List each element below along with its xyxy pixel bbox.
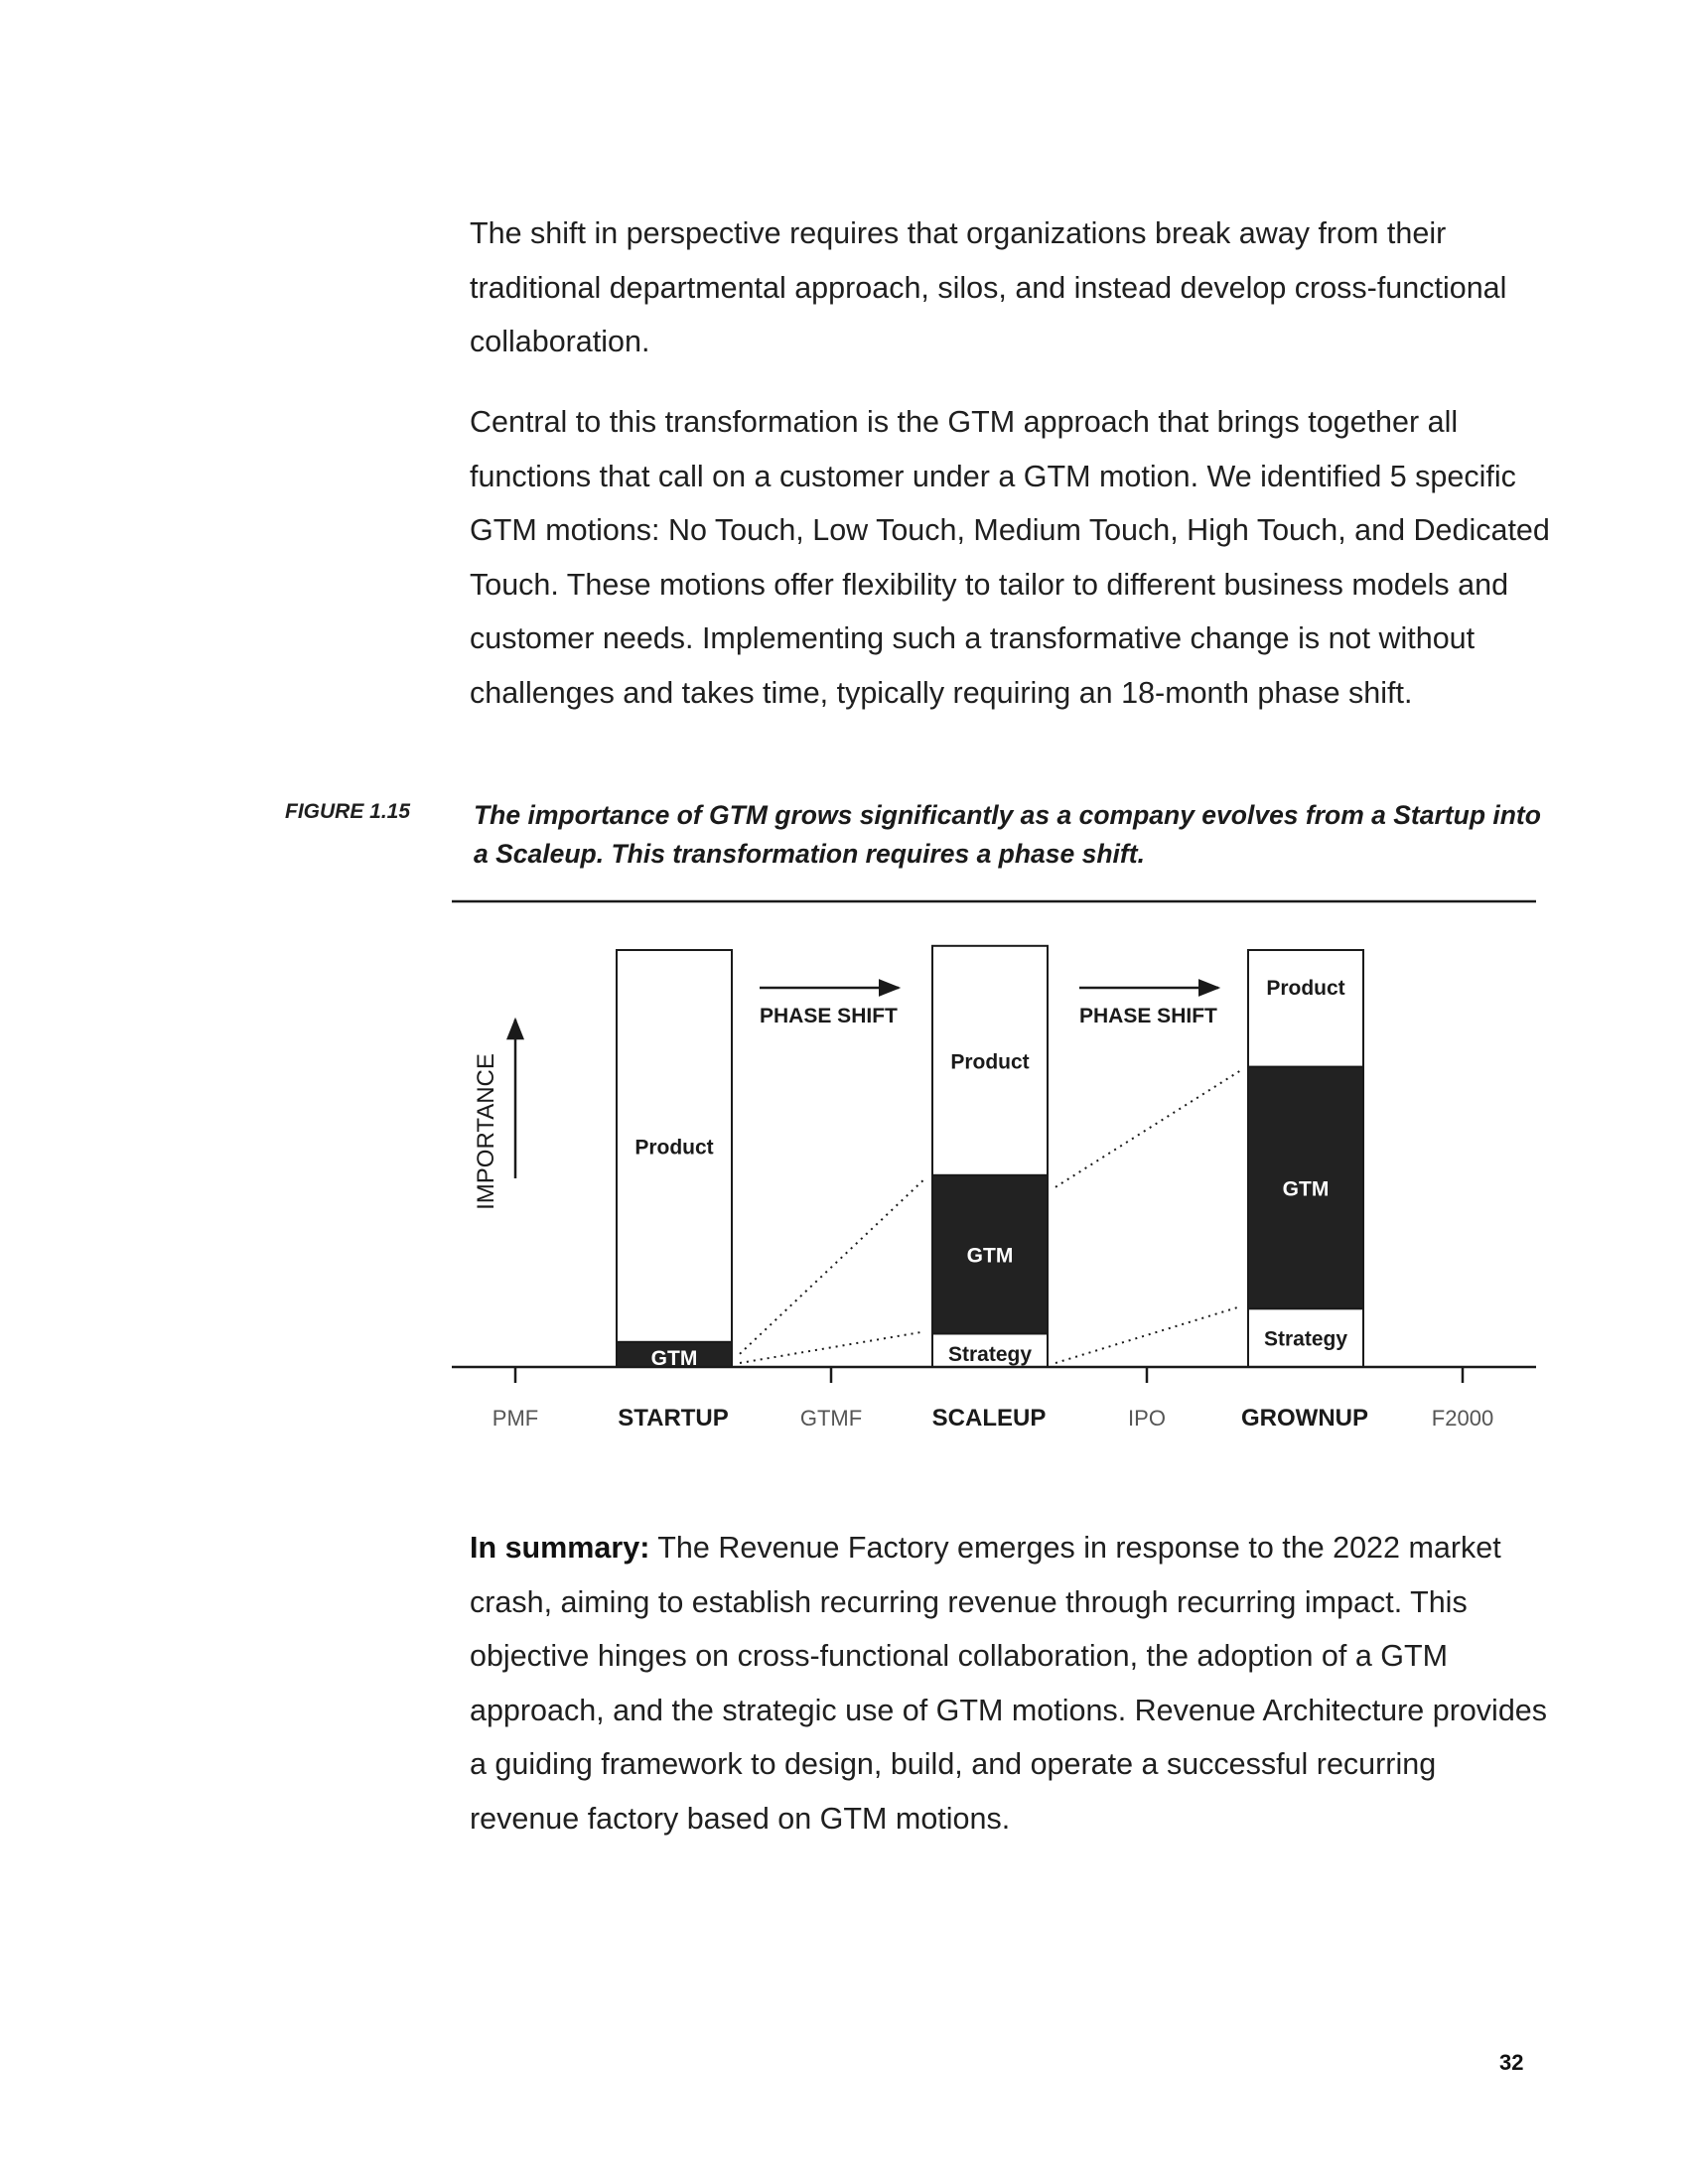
summary-lead: In summary: <box>470 1531 650 1565</box>
figure-caption: The importance of GTM grows significantly as a company evolves from a Startup into a Scaleup. This transformation requires a phase shift. <box>474 800 1541 869</box>
x-tick-label-grownup: GROWNUP <box>1241 1405 1368 1432</box>
phase-shift-label: PHASE SHIFT <box>760 1005 898 1027</box>
connector-lower <box>740 1331 924 1363</box>
connector-upper <box>740 1179 924 1354</box>
bar-label-product: Product <box>1266 977 1345 1000</box>
x-tick-label-ipo: IPO <box>1128 1406 1166 1431</box>
phase-shift-label: PHASE SHIFT <box>1079 1005 1217 1027</box>
bar-label-strategy: Strategy <box>1263 1327 1348 1351</box>
bar-label-gtm: GTM <box>966 1244 1014 1268</box>
body-paragraph-1: The shift in perspective requires that organizations break away from their traditional departmental approach, silos, and instead develop cross-functional collaboration. <box>470 216 1507 358</box>
summary-paragraph <box>470 1521 1552 1845</box>
bar-label-gtm: GTM <box>1282 1177 1330 1201</box>
bar-label-strategy: Strategy <box>947 1343 1033 1366</box>
x-tick-label-pmf: PMF <box>492 1406 539 1431</box>
x-tick-label-f2000: F2000 <box>1431 1406 1494 1431</box>
connector-lower <box>1055 1306 1240 1363</box>
summary-text: The Revenue Factory emerges in response to the 2022 market crash, aiming to establish recurring revenue through recurring impact. This objective hinges on cross-functional collaboration, the adoption of a GTM approach, and the strategic use of GTM motions. Revenue Architecture provides a guiding framework to design, build, and operate a successful recurring revenue factory based on GTM motions. <box>470 1531 1548 1836</box>
bar-label-product: Product <box>634 1136 714 1160</box>
body-paragraph-2: Central to this transformation is the GTM approach that brings together all functions that call on a customer under a GTM motion. We identified 5 specific GTM motions: No Touch, Low Touch, Medium Touch, High Touch, and Dedicated Touch. These motions offer flexibility to tailor to different business models and customer needs. Implementing such a transformative change is not without challenges and takes time, typically requiring an 18-month phase shift. <box>470 405 1550 710</box>
x-tick-label-scaleup: SCALEUP <box>931 1405 1047 1432</box>
connector-upper <box>1055 1071 1240 1187</box>
bar-label-product: Product <box>950 1050 1030 1074</box>
bar-label-gtm: GTM <box>650 1347 698 1370</box>
y-axis-label: IMPORTANCE <box>473 1053 499 1210</box>
figure-label: FIGURE 1.15 <box>285 800 411 823</box>
page-number: 32 <box>1499 2050 1524 2075</box>
x-tick-label-gtmf: GTMF <box>799 1406 863 1431</box>
bar-grownup-product <box>1248 950 1363 1067</box>
x-tick-label-startup: STARTUP <box>618 1405 729 1432</box>
